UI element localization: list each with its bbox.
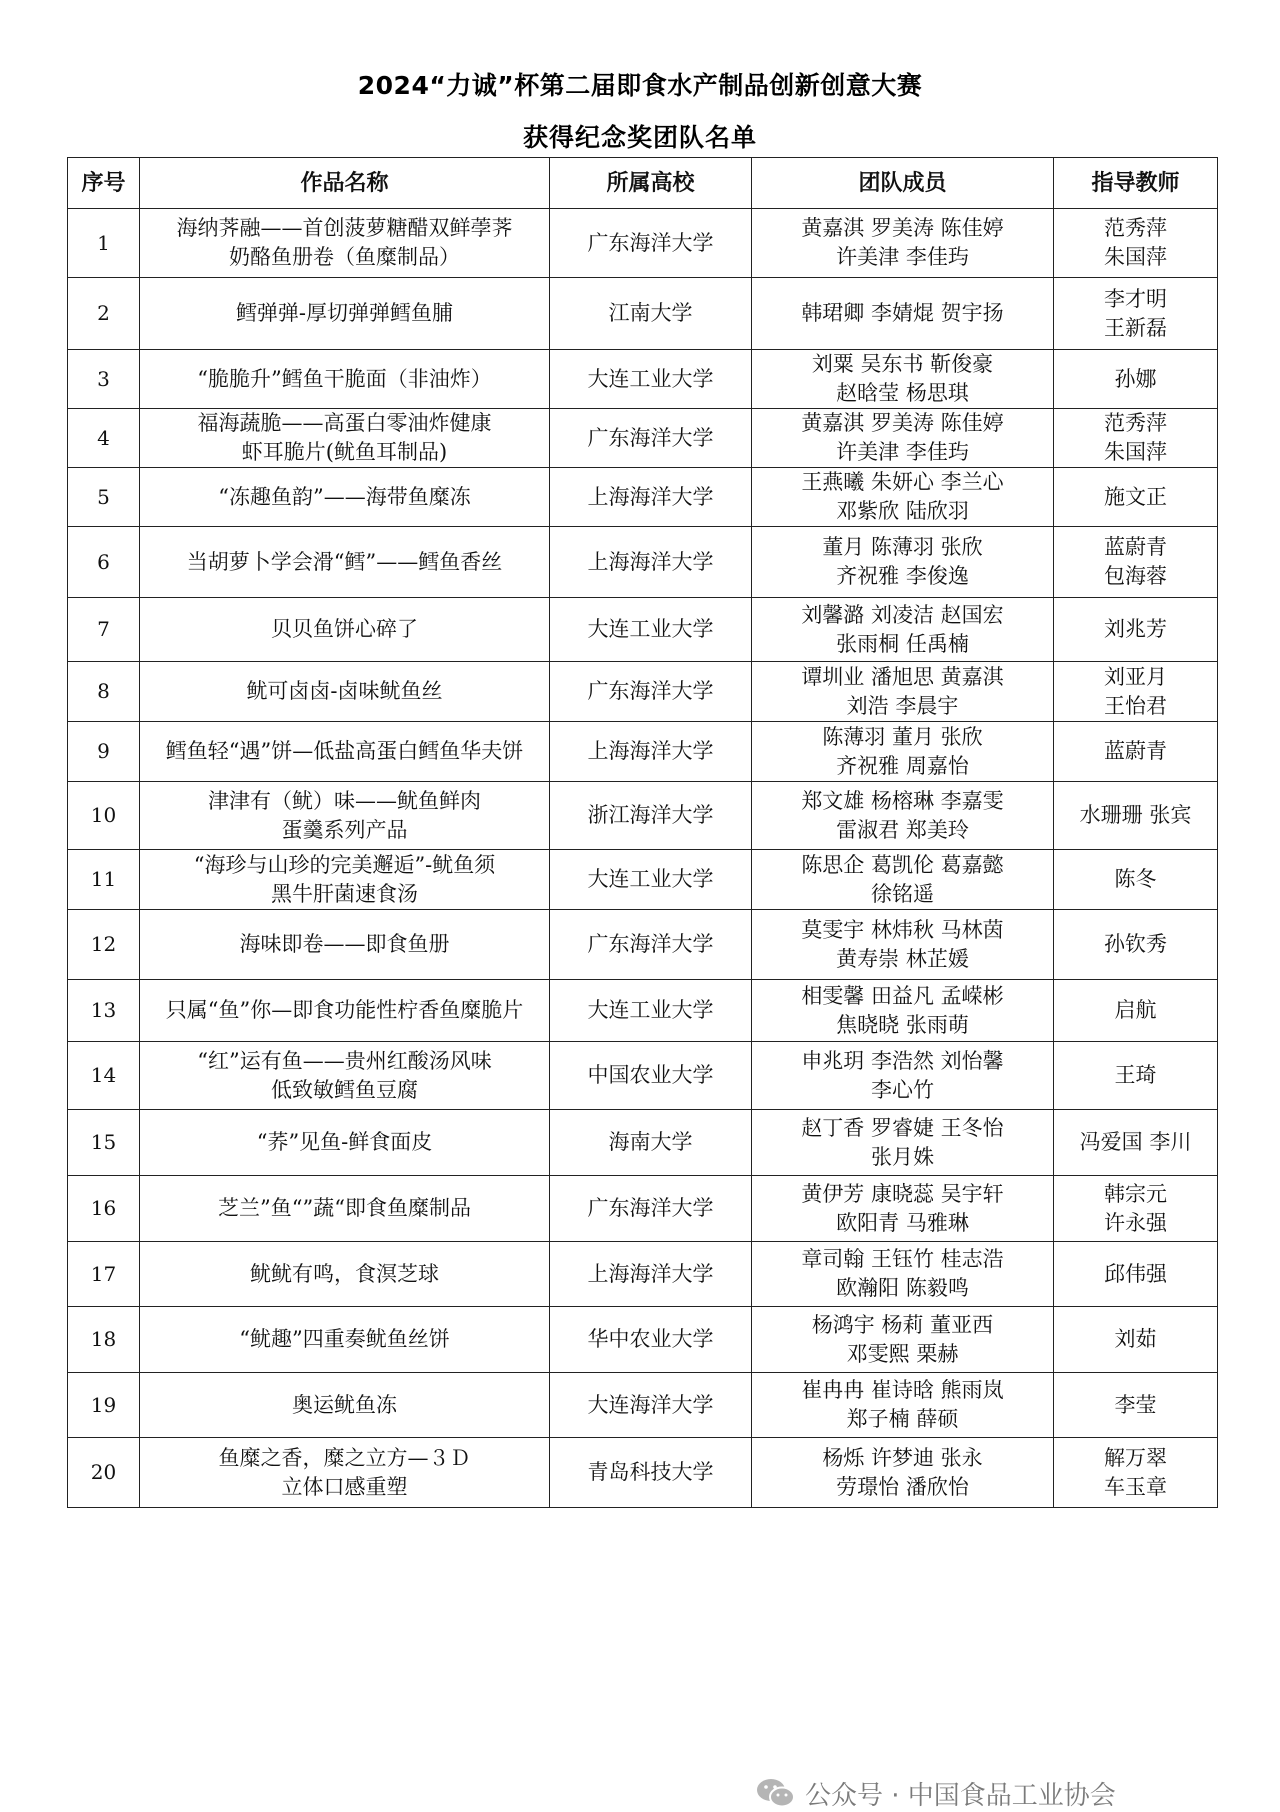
cell-school-line: 浙江海洋大学	[587, 803, 714, 827]
cell-members-line: 赵丁香 罗睿婕 王冬怡	[801, 1115, 1004, 1140]
cell-members	[752, 662, 1054, 722]
cell-no	[68, 980, 140, 1042]
cell-work-line: 贝贝鱼饼心碎了	[271, 617, 418, 641]
cell-no-line: 14	[90, 1063, 117, 1087]
cell-members-line: 郑文雄 杨榕琳 李嘉雯	[801, 788, 1004, 813]
header-members: 团队成员	[752, 158, 1054, 209]
cell-school-line: 广东海洋大学	[587, 679, 714, 703]
cell-members-line: 相雯馨 田益凡 孟嵘彬	[801, 983, 1004, 1008]
table-row	[68, 722, 1218, 782]
cell-advisors-line: 李才明	[1104, 286, 1167, 311]
page-title: 2024“力诚”杯第二届即食水产制品创新创意大赛	[357, 71, 923, 100]
cell-members-line: 黄伊芳 康晓蕊 吴宇轩	[801, 1181, 1004, 1206]
cell-school-line: 广东海洋大学	[587, 230, 714, 255]
cell-no-line: 15	[90, 1130, 117, 1154]
cell-school	[550, 850, 752, 910]
watermark-text: 公众号 · 中国食品工业协会	[805, 1780, 1116, 1811]
cell-school-line: 广东海洋大学	[587, 425, 714, 450]
cell-school	[550, 722, 752, 782]
cell-work-line: 只属“鱼”你—即食功能性柠香鱼糜脆片	[165, 998, 524, 1022]
cell-members	[752, 1042, 1054, 1110]
cell-advisors-line: 朱国萍	[1104, 440, 1167, 464]
cell-work	[140, 1373, 550, 1438]
cell-work-line: “脆脆升”鳕鱼干脆面（非油炸）	[197, 366, 492, 391]
cell-members	[752, 722, 1054, 782]
cell-work-line: 福海蔬脆——高蛋白零油炸健康	[197, 411, 492, 435]
cell-no	[68, 910, 140, 980]
cell-work-line: 海纳荠融——首创菠萝糖醋双鲜荸荠	[176, 216, 513, 240]
cell-advisors-line: 王新磊	[1104, 315, 1167, 340]
cell-no	[68, 527, 140, 598]
cell-work	[140, 1438, 550, 1508]
cell-school	[550, 209, 752, 278]
cell-work-line: 鱼糜之香，糜之立方—３Ｄ	[218, 1445, 471, 1470]
cell-advisors-line: 包海蓉	[1104, 564, 1167, 588]
cell-members	[752, 782, 1054, 850]
cell-advisors	[1054, 782, 1218, 850]
cell-members-line: 许美津 李佳玙	[836, 245, 969, 269]
cell-work-line: “冻趣鱼韵”——海带鱼糜冻	[218, 484, 471, 509]
cell-members-line: 李心竹	[871, 1077, 934, 1102]
cell-members-line: 雷淑君 郑美玲	[836, 817, 969, 842]
cell-no	[68, 409, 140, 468]
cell-advisors	[1054, 468, 1218, 527]
cell-work-line: 海味即卷——即食鱼册	[239, 932, 450, 956]
cell-school-line: 广东海洋大学	[587, 1196, 714, 1220]
cell-no-line: 13	[90, 998, 117, 1022]
cell-no-line: 20	[90, 1460, 117, 1484]
cell-advisors-line: 邱伟强	[1104, 1261, 1167, 1286]
cell-no	[68, 598, 140, 662]
cell-members-line: 黄寿崇 林芷媛	[836, 946, 969, 971]
table-row	[68, 980, 1218, 1042]
cell-members-line: 杨鸿宇 杨莉 董亚西	[811, 1312, 994, 1337]
cell-school-line: 江南大学	[608, 301, 693, 325]
cell-members-line: 齐祝雅 李俊逸	[836, 564, 969, 588]
cell-no	[68, 1042, 140, 1110]
cell-school	[550, 409, 752, 468]
cell-advisors	[1054, 278, 1218, 350]
cell-advisors	[1054, 1438, 1218, 1508]
cell-no-line: 1	[97, 230, 110, 255]
cell-members	[752, 1242, 1054, 1307]
table-row	[68, 1242, 1218, 1307]
cell-members-line: 许美津 李佳玙	[836, 440, 969, 464]
cell-members-line: 崔冉冉 崔诗晗 熊雨岚	[801, 1378, 1004, 1402]
cell-members-line: 刘粟 吴东书 靳俊豪	[811, 352, 994, 376]
cell-advisors-line: 许永强	[1104, 1210, 1167, 1235]
cell-no-line: 8	[97, 679, 110, 703]
cell-work-line: 立体口感重塑	[281, 1474, 408, 1499]
cell-school	[550, 1438, 752, 1508]
cell-advisors-line: 蓝蔚青	[1104, 739, 1167, 763]
cell-members-line: 董月 陈薄羽 张欣	[822, 535, 983, 559]
table-row	[68, 662, 1218, 722]
cell-school	[550, 1307, 752, 1373]
cell-work	[140, 598, 550, 662]
cell-advisors	[1054, 1242, 1218, 1307]
cell-school	[550, 350, 752, 409]
cell-work-line: “红”运有鱼——贵州红酸汤风味	[197, 1048, 492, 1073]
cell-no	[68, 1438, 140, 1508]
cell-advisors	[1054, 1042, 1218, 1110]
wechat-icon	[755, 1776, 797, 1810]
cell-work	[140, 1307, 550, 1373]
cell-school	[550, 662, 752, 722]
cell-members	[752, 278, 1054, 350]
cell-advisors	[1054, 662, 1218, 722]
cell-work	[140, 409, 550, 468]
cell-advisors-line: 启航	[1114, 998, 1157, 1022]
cell-members-line: 赵晗莹 杨思琪	[836, 381, 969, 405]
cell-school-line: 广东海洋大学	[587, 932, 714, 956]
cell-advisors	[1054, 910, 1218, 980]
cell-members-line: 齐祝雅 周嘉怡	[836, 753, 969, 778]
cell-work	[140, 1242, 550, 1307]
cell-work-line: 奥运鱿鱼冻	[292, 1392, 397, 1417]
cell-advisors-line: 王怡君	[1104, 693, 1167, 718]
cell-members	[752, 980, 1054, 1042]
cell-work-line: 低致敏鳕鱼豆腐	[271, 1077, 418, 1102]
cell-work	[140, 350, 550, 409]
cell-no	[68, 662, 140, 722]
cell-work-line: 鱿可卤卤-卤味鱿鱼丝	[246, 679, 443, 703]
header-school: 所属高校	[550, 158, 752, 209]
cell-work	[140, 850, 550, 910]
cell-advisors-line: 朱国萍	[1104, 245, 1167, 269]
cell-members-line: 刘浩 李晨宇	[846, 693, 959, 718]
cell-advisors	[1054, 598, 1218, 662]
cell-members	[752, 468, 1054, 527]
cell-members	[752, 1438, 1054, 1508]
cell-no	[68, 1242, 140, 1307]
cell-work-line: “海珍与山珍的完美邂逅”-鱿鱼须	[193, 852, 496, 877]
cell-no-line: 18	[90, 1327, 117, 1351]
cell-no-line: 6	[97, 549, 110, 574]
cell-school	[550, 910, 752, 980]
cell-advisors	[1054, 350, 1218, 409]
cell-school	[550, 1176, 752, 1242]
cell-work	[140, 722, 550, 782]
table-row	[68, 1307, 1218, 1373]
cell-work	[140, 1110, 550, 1176]
cell-school-line: 上海海洋大学	[587, 484, 714, 509]
table-row	[68, 527, 1218, 598]
cell-school	[550, 598, 752, 662]
cell-members-line: 韩珺卿 李婧焜 贺宇扬	[801, 301, 1004, 325]
cell-no	[68, 278, 140, 350]
cell-no-line: 16	[90, 1196, 117, 1220]
table-row	[68, 278, 1218, 350]
table-row	[68, 1110, 1218, 1176]
cell-work-line: 奶酪鱼册卷（鱼糜制品）	[229, 245, 460, 269]
cell-no-line: 4	[97, 425, 110, 450]
cell-school	[550, 1373, 752, 1438]
cell-no	[68, 1373, 140, 1438]
cell-school	[550, 1110, 752, 1176]
cell-members-line: 王燕曦 朱妍心 李兰心	[801, 470, 1004, 494]
cell-members-line: 杨烁 许梦迪 张永	[822, 1445, 983, 1470]
cell-work-line: “荞”见鱼-鲜食面皮	[256, 1130, 433, 1154]
header-advisors: 指导教师	[1054, 158, 1218, 209]
cell-members-line: 张雨桐 任禹楠	[836, 631, 969, 656]
cell-school-line: 中国农业大学	[587, 1063, 714, 1087]
cell-work	[140, 1042, 550, 1110]
cell-members-line: 陈薄羽 董月 张欣	[822, 724, 983, 749]
cell-no	[68, 850, 140, 910]
cell-advisors-line: 蓝蔚青	[1104, 535, 1167, 559]
watermark	[755, 1776, 1116, 1810]
cell-no	[68, 1176, 140, 1242]
cell-work-line: 芝兰”鱼“”蔬“即食鱼糜制品	[218, 1196, 471, 1220]
cell-members	[752, 409, 1054, 468]
cell-members-line: 黄嘉淇 罗美涛 陈佳婷	[801, 411, 1004, 435]
cell-work-line: 津津有（鱿）味——鱿鱼鲜肉	[208, 788, 481, 813]
cell-members-line: 申兆玥 李浩然 刘怡馨	[801, 1048, 1004, 1073]
cell-school-line: 大连工业大学	[587, 366, 714, 391]
cell-members	[752, 850, 1054, 910]
cell-school	[550, 278, 752, 350]
cell-no-line: 11	[90, 867, 117, 891]
cell-work	[140, 782, 550, 850]
cell-advisors-line: 刘兆芳	[1104, 617, 1167, 641]
table-row	[68, 598, 1218, 662]
cell-no	[68, 209, 140, 278]
cell-advisors	[1054, 722, 1218, 782]
cell-work-line: 鳕弹弹-厚切弹弹鳕鱼脯	[235, 301, 454, 325]
table-row	[68, 782, 1218, 850]
cell-advisors-line: 施文正	[1104, 484, 1167, 509]
cell-work-line: 鳕鱼轻“遇”饼—低盐高蛋白鳕鱼华夫饼	[165, 739, 524, 763]
cell-members-line: 黄嘉淇 罗美涛 陈佳婷	[801, 216, 1004, 240]
cell-advisors-line: 王琦	[1114, 1063, 1157, 1087]
cell-work	[140, 662, 550, 722]
cell-work	[140, 278, 550, 350]
cell-members	[752, 1373, 1054, 1438]
cell-advisors	[1054, 209, 1218, 278]
table-row	[68, 1176, 1218, 1242]
cell-members	[752, 527, 1054, 598]
cell-members	[752, 209, 1054, 278]
cell-advisors-line: 刘茹	[1114, 1327, 1157, 1351]
cell-advisors-line: 韩宗元	[1104, 1181, 1167, 1206]
cell-advisors	[1054, 527, 1218, 598]
table-row	[68, 1438, 1218, 1508]
cell-advisors	[1054, 409, 1218, 468]
cell-work	[140, 527, 550, 598]
cell-advisors-line: 冯爱国 李川	[1079, 1130, 1192, 1154]
cell-advisors	[1054, 1373, 1218, 1438]
cell-school	[550, 527, 752, 598]
table-row	[68, 350, 1218, 409]
cell-school	[550, 980, 752, 1042]
cell-no	[68, 350, 140, 409]
cell-no	[68, 468, 140, 527]
cell-no-line: 7	[97, 617, 110, 641]
cell-advisors-line: 陈冬	[1114, 867, 1157, 891]
cell-members	[752, 350, 1054, 409]
cell-advisors	[1054, 850, 1218, 910]
table-row	[68, 1042, 1218, 1110]
cell-advisors	[1054, 1176, 1218, 1242]
cell-advisors-line: 范秀萍	[1104, 216, 1167, 240]
cell-no	[68, 782, 140, 850]
cell-school-line: 上海海洋大学	[587, 1261, 714, 1286]
cell-members-line: 谭圳业 潘旭思 黄嘉淇	[801, 664, 1004, 689]
cell-advisors-line: 水珊珊 张宾	[1079, 803, 1192, 827]
cell-advisors	[1054, 1307, 1218, 1373]
cell-work-line: 当胡萝卜学会滑“鳕”——鳕鱼香丝	[186, 549, 503, 574]
cell-school-line: 大连工业大学	[587, 617, 714, 641]
cell-members-line: 张月姝	[871, 1144, 934, 1169]
cell-members-line: 陈思企 葛凯伦 葛嘉懿	[801, 852, 1004, 877]
cell-advisors-line: 范秀萍	[1104, 411, 1167, 435]
cell-members-line: 焦晓晓 张雨萌	[836, 1012, 969, 1037]
cell-school-line: 上海海洋大学	[587, 549, 714, 574]
cell-members	[752, 1176, 1054, 1242]
table-header-row	[68, 158, 1218, 209]
cell-no-line: 12	[90, 932, 117, 956]
cell-no	[68, 1307, 140, 1373]
cell-work-line: 鱿鱿有鸣，食溟芝球	[250, 1261, 439, 1286]
cell-members	[752, 1307, 1054, 1373]
cell-school-line: 大连工业大学	[587, 867, 714, 891]
cell-advisors-line: 车玉章	[1104, 1474, 1167, 1499]
cell-members-line: 欧瀚阳 陈毅鸣	[836, 1276, 969, 1300]
cell-work	[140, 1176, 550, 1242]
cell-no-line: 2	[97, 301, 110, 325]
cell-members-line: 邓雯熙 栗赫	[846, 1341, 959, 1366]
cell-members-line: 刘馨潞 刘凌洁 赵国宏	[801, 602, 1004, 627]
cell-advisors	[1054, 1110, 1218, 1176]
cell-members-line: 邓紫欣 陆欣羽	[836, 499, 969, 523]
cell-members-line: 莫雯宇 林炜秋 马林茵	[801, 917, 1004, 942]
table-row	[68, 850, 1218, 910]
table-row	[68, 1373, 1218, 1438]
cell-advisors-line: 孙钦秀	[1104, 932, 1167, 956]
cell-school-line: 青岛科技大学	[587, 1460, 714, 1484]
cell-work-line: 虾耳脆片(鱿鱼耳制品)	[241, 440, 448, 464]
award-table	[67, 157, 1218, 1508]
cell-school	[550, 782, 752, 850]
header-work: 作品名称	[140, 158, 550, 209]
cell-members-line: 劳璟怡 潘欣怡	[836, 1474, 969, 1499]
cell-no-line: 10	[90, 803, 117, 827]
cell-no-line: 19	[90, 1392, 117, 1417]
table-row	[68, 209, 1218, 278]
cell-work	[140, 468, 550, 527]
cell-work-line: 蛋羹系列产品	[281, 817, 408, 842]
cell-members-line: 徐铭遥	[871, 881, 934, 906]
cell-advisors-line: 李莹	[1114, 1392, 1157, 1417]
cell-school-line: 大连海洋大学	[587, 1392, 714, 1417]
page-subtitle: 获得纪念奖团队名单	[522, 123, 757, 152]
cell-members-line: 郑子楠 薛硕	[846, 1407, 959, 1431]
cell-no-line: 5	[97, 484, 110, 509]
cell-school-line: 海南大学	[608, 1130, 693, 1154]
cell-advisors-line: 刘亚月	[1104, 664, 1167, 689]
cell-advisors-line: 孙娜	[1114, 366, 1157, 391]
cell-work	[140, 209, 550, 278]
cell-no	[68, 722, 140, 782]
table-row	[68, 409, 1218, 468]
cell-school-line: 上海海洋大学	[587, 739, 714, 763]
cell-advisors-line: 解万翠	[1104, 1445, 1167, 1470]
cell-work-line: “鱿趣”四重奏鱿鱼丝饼	[239, 1327, 450, 1351]
cell-school-line: 大连工业大学	[587, 998, 714, 1022]
cell-school	[550, 1042, 752, 1110]
cell-members-line: 欧阳青 马雅琳	[836, 1210, 969, 1235]
cell-members	[752, 910, 1054, 980]
table-row	[68, 468, 1218, 527]
cell-no-line: 3	[97, 366, 110, 391]
cell-no-line: 9	[97, 739, 110, 763]
cell-members-line: 章司翰 王钰竹 桂志浩	[801, 1247, 1004, 1271]
cell-school-line: 华中农业大学	[587, 1327, 714, 1351]
table-row	[68, 910, 1218, 980]
cell-advisors	[1054, 980, 1218, 1042]
cell-work	[140, 980, 550, 1042]
cell-no-line: 17	[90, 1261, 117, 1286]
cell-work	[140, 910, 550, 980]
cell-school	[550, 468, 752, 527]
cell-school	[550, 1242, 752, 1307]
header-no: 序号	[68, 158, 140, 209]
cell-work-line: 黑牛肝菌速食汤	[271, 881, 418, 906]
cell-no	[68, 1110, 140, 1176]
cell-members	[752, 1110, 1054, 1176]
cell-members	[752, 598, 1054, 662]
